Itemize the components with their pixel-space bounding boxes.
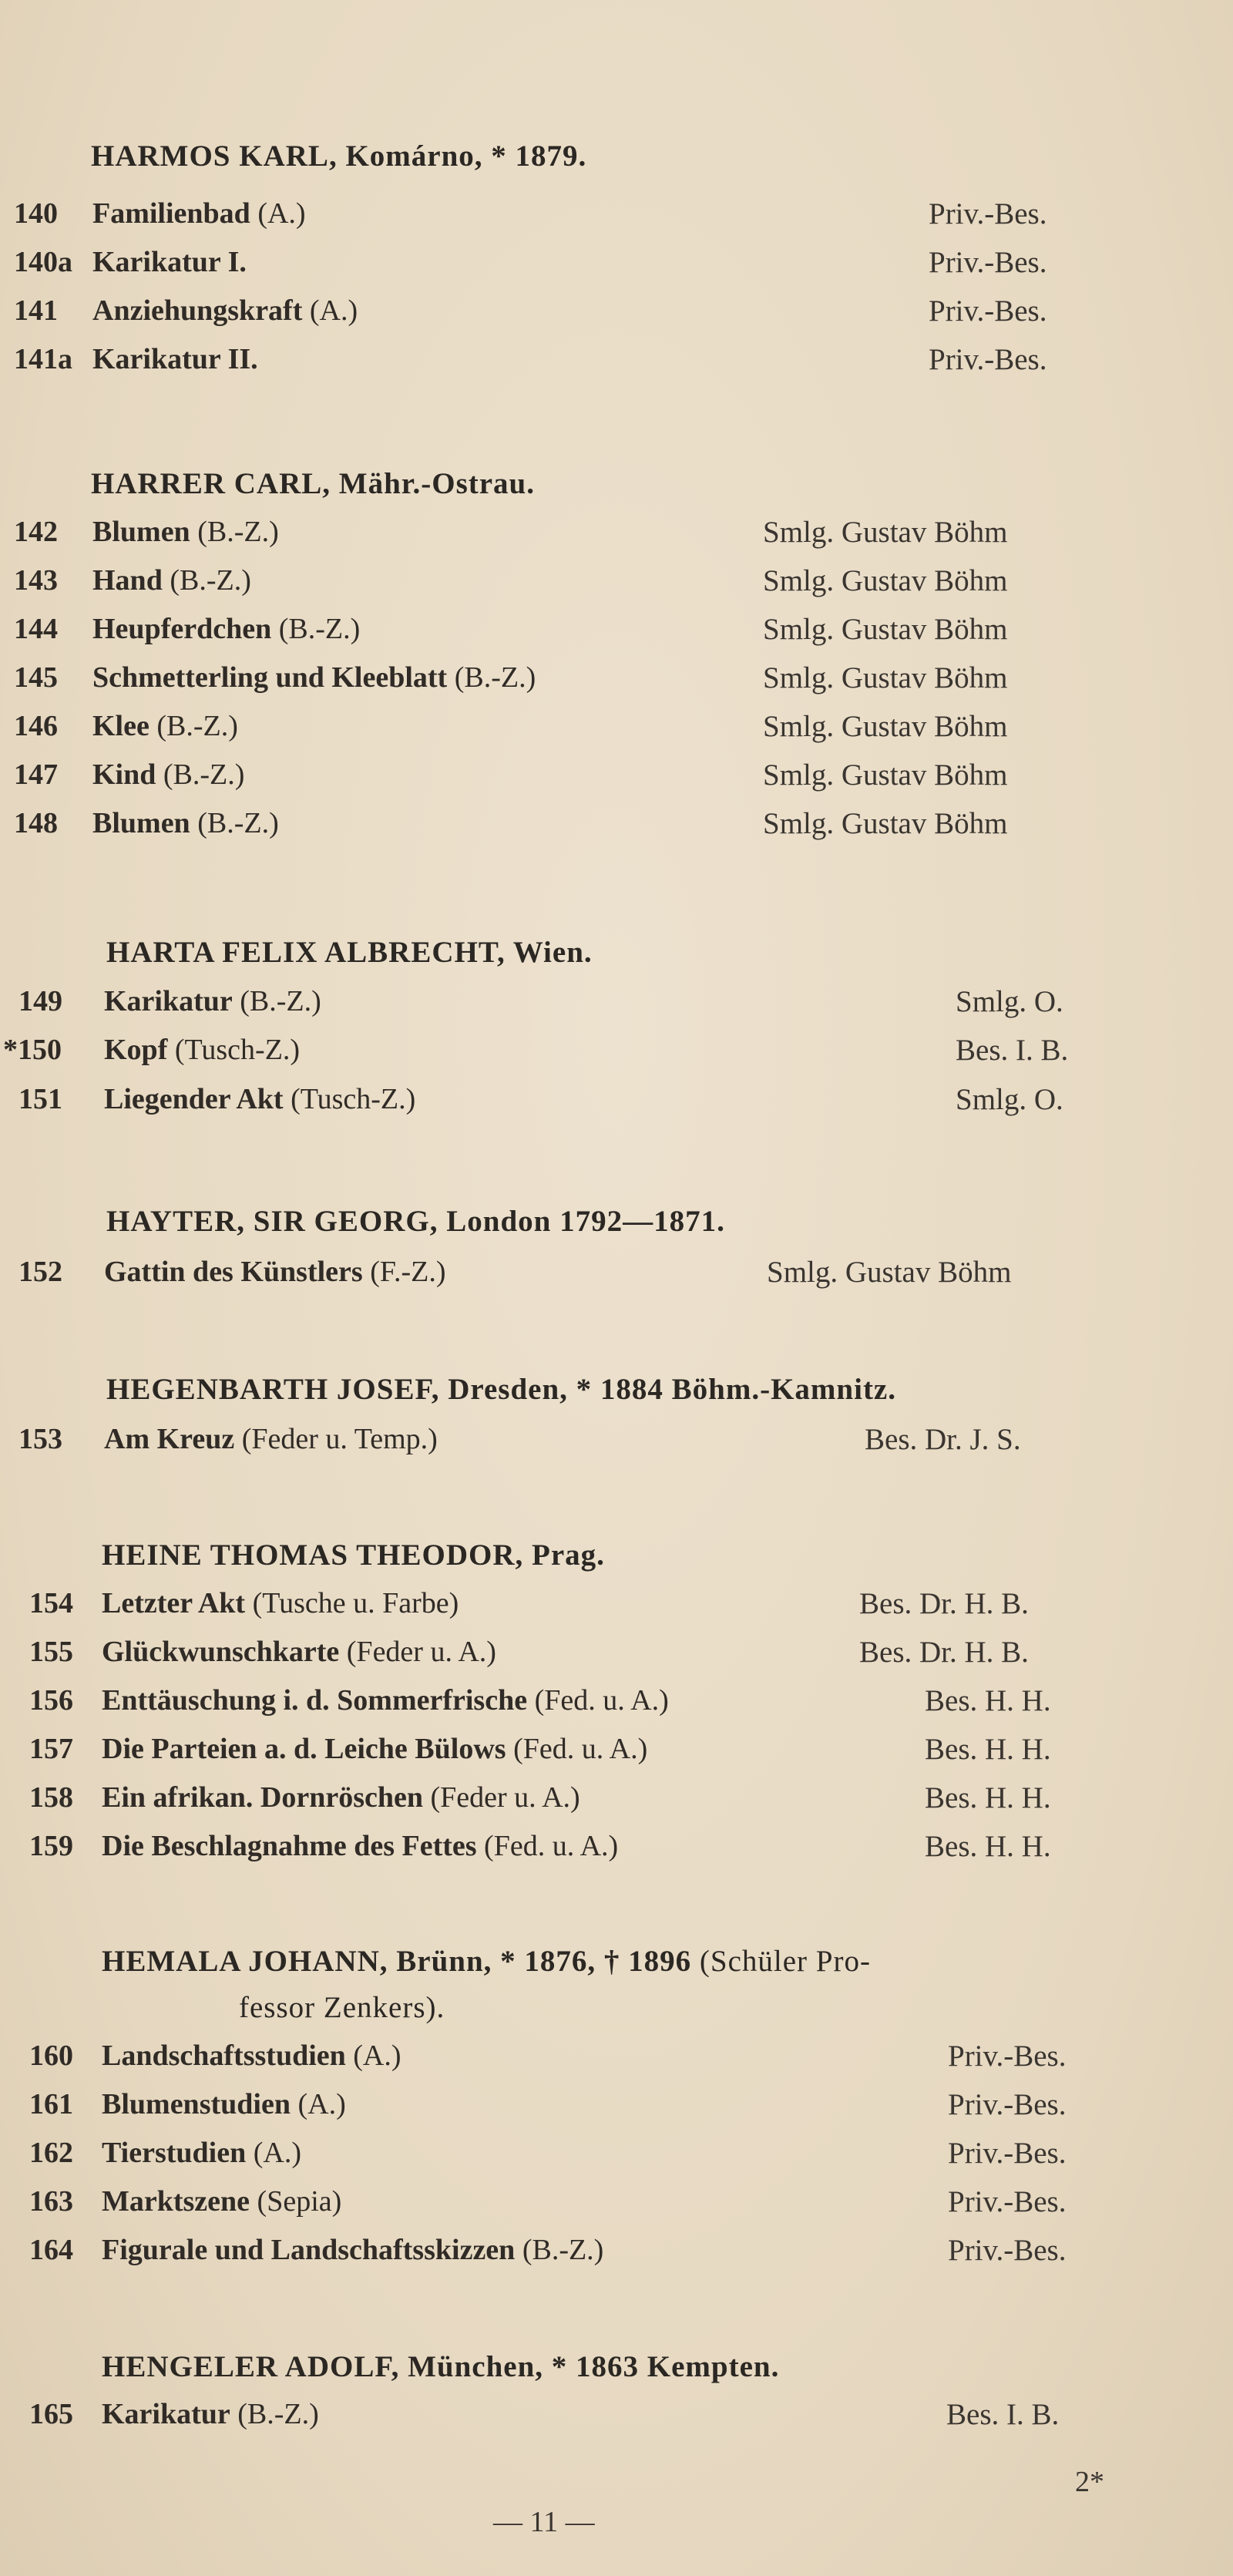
entry-number: 140a xyxy=(14,246,72,278)
entry-number: 142 xyxy=(14,516,58,548)
entry-technique: (A.) xyxy=(302,294,358,327)
entry-technique: (B.-Z.) xyxy=(156,758,245,791)
entry-title: Familienbad (A.) xyxy=(92,197,306,230)
entry-owner: Bes. Dr. J. S. xyxy=(865,1423,1021,1456)
entry-technique: (A.) xyxy=(290,2088,346,2120)
artist-details: , Komárno, * 1879. xyxy=(328,140,587,173)
entry-title: Blumen (B.-Z.) xyxy=(92,807,279,839)
entry-title: Heupferdchen (B.-Z.) xyxy=(92,613,361,645)
entry-number: 156 xyxy=(29,1684,73,1717)
entry-owner: Smlg. Gustav Böhm xyxy=(763,661,1008,694)
entry-title: Figurale und Landschaftsskizzen (B.-Z.) xyxy=(102,2234,604,2266)
entry-technique: (B.-Z.) xyxy=(271,613,361,645)
entry-title: Blumenstudien (A.) xyxy=(102,2088,346,2120)
catalog-entry xyxy=(0,1635,1233,1681)
catalog-entry xyxy=(0,758,1233,804)
entry-owner: Priv.-Bes. xyxy=(948,2040,1067,2073)
entry-owner: Bes. Dr. H. B. xyxy=(859,1587,1029,1620)
artist-heading xyxy=(102,1538,605,1572)
artist-name: HEMALA JOHANN xyxy=(102,1945,380,1978)
entry-technique: (Fed. u. A.) xyxy=(527,1684,669,1717)
entry-technique: (Tusch-Z.) xyxy=(283,1083,416,1115)
entry-owner: Bes. H. H. xyxy=(925,1781,1051,1814)
catalog-entry xyxy=(0,1255,1233,1301)
catalog-entry xyxy=(0,1781,1233,1827)
entry-title: Karikatur (B.-Z.) xyxy=(104,985,321,1017)
entry-number: 140 xyxy=(14,197,58,230)
entry-technique: (A.) xyxy=(250,197,306,230)
entry-title: Karikatur II. xyxy=(92,343,258,375)
entry-title: Glückwunschkarte (Feder u. A.) xyxy=(102,1636,496,1668)
entry-owner: Priv.-Bes. xyxy=(948,2185,1067,2218)
entry-number: 154 xyxy=(29,1587,73,1619)
entry-number: 158 xyxy=(29,1781,73,1814)
artist-name: HARTA FELIX ALBRECHT xyxy=(106,936,497,969)
entry-technique: (B.-Z.) xyxy=(232,985,321,1017)
artist-heading xyxy=(91,139,586,173)
entry-title: Anziehungskraft (A.) xyxy=(92,294,358,327)
entry-number: 147 xyxy=(14,758,58,791)
entry-number: 148 xyxy=(14,807,58,839)
entry-number: 143 xyxy=(14,564,58,597)
entry-technique: (Tusch-Z.) xyxy=(167,1034,301,1066)
catalog-entry xyxy=(0,2397,1233,2443)
entry-number: 149 xyxy=(18,985,62,1017)
entry-number: 141 xyxy=(14,294,58,327)
entry-title: Ein afrikan. Dornröschen (Feder u. A.) xyxy=(102,1781,580,1814)
entry-technique: (B.-Z.) xyxy=(162,564,251,597)
catalog-entry xyxy=(0,2233,1233,2279)
artist-heading xyxy=(102,2349,779,2384)
entry-owner: Bes. H. H. xyxy=(925,1684,1051,1717)
catalog-entry xyxy=(0,984,1233,1031)
artist-details: , London 1792—1871. xyxy=(429,1205,725,1238)
entry-owner: Smlg. O. xyxy=(956,985,1063,1018)
artist-details: , Dresden, * 1884 Böhm.-Kamnitz. xyxy=(431,1373,896,1406)
entry-title: Landschaftsstudien (A.) xyxy=(102,2040,401,2072)
entry-technique: (Fed. u. A.) xyxy=(506,1733,648,1765)
entry-owner: Smlg. O. xyxy=(956,1083,1063,1116)
entry-owner: Bes. H. H. xyxy=(925,1830,1051,1863)
catalog-entry xyxy=(0,1033,1233,1079)
catalog-entry xyxy=(0,1586,1233,1633)
catalog-entry xyxy=(0,2087,1233,2134)
entry-number: 152 xyxy=(18,1256,62,1288)
entry-title: Blumen (B.-Z.) xyxy=(92,516,279,548)
entry-title: Die Parteien a. d. Leiche Bülows (Fed. u. A.) xyxy=(102,1733,648,1765)
entry-owner: Smlg. Gustav Böhm xyxy=(763,613,1008,646)
entry-number: 164 xyxy=(29,2234,73,2266)
entry-number: 145 xyxy=(14,661,58,694)
entry-title: Marktszene (Sepia) xyxy=(102,2185,342,2218)
entry-technique: (Feder u. A.) xyxy=(339,1636,496,1668)
catalog-entry xyxy=(0,661,1233,707)
catalog-entry xyxy=(0,1683,1233,1730)
catalog-entry xyxy=(0,1829,1233,1875)
entry-number: 155 xyxy=(29,1636,73,1668)
entry-number: 161 xyxy=(29,2088,73,2120)
entry-number: 144 xyxy=(14,613,58,645)
entry-owner: Priv.-Bes. xyxy=(929,294,1047,328)
entry-title: Letzter Akt (Tusche u. Farbe) xyxy=(102,1587,459,1619)
entry-owner: Smlg. Gustav Böhm xyxy=(763,807,1008,840)
entry-number: 162 xyxy=(29,2137,73,2169)
artist-name: HEINE THOMAS THEODOR xyxy=(102,1539,516,1572)
entry-owner: Bes. H. H. xyxy=(925,1733,1051,1766)
entry-technique: (Sepia) xyxy=(250,2185,342,2218)
artist-name: HARMOS KARL xyxy=(91,140,329,173)
entry-title: Enttäuschung i. d. Sommerfrische (Fed. u. A.) xyxy=(102,1684,669,1717)
entry-number: 165 xyxy=(29,2398,73,2430)
entry-owner: Priv.-Bes. xyxy=(929,343,1047,376)
entry-owner: Priv.-Bes. xyxy=(948,2088,1067,2121)
entry-owner: Priv.-Bes. xyxy=(948,2234,1067,2267)
entry-owner: Bes. Dr. H. B. xyxy=(859,1636,1029,1669)
artist-name: HEGENBARTH JOSEF xyxy=(106,1373,432,1406)
entry-title: Tierstudien (A.) xyxy=(102,2137,301,2169)
entry-owner: Smlg. Gustav Böhm xyxy=(763,710,1008,743)
artist-heading xyxy=(91,466,535,501)
entry-owner: Bes. I. B. xyxy=(946,2398,1060,2431)
artist-note: (Schüler Pro- xyxy=(691,1945,871,1978)
entry-title: Die Beschlagnahme des Fettes (Fed. u. A.) xyxy=(102,1830,619,1862)
artist-heading xyxy=(102,1944,871,1979)
entry-technique: (B.-Z.) xyxy=(447,661,536,694)
entry-technique: (Feder u. A.) xyxy=(422,1781,580,1814)
entry-technique: (Feder u. Temp.) xyxy=(234,1423,438,1455)
entry-owner: Priv.-Bes. xyxy=(929,246,1047,279)
artist-name: HENGELER ADOLF xyxy=(102,2350,391,2383)
entry-number: *150 xyxy=(3,1034,62,1066)
entry-number: 151 xyxy=(18,1083,62,1115)
catalog-entry xyxy=(0,563,1233,610)
artist-details: , Mähr.-Ostrau. xyxy=(322,467,535,500)
entry-number: 163 xyxy=(29,2185,73,2218)
entry-number: 141a xyxy=(14,343,72,375)
entry-owner: Smlg. Gustav Böhm xyxy=(767,1256,1012,1289)
entry-technique: (B.-Z.) xyxy=(190,807,279,839)
entry-title: Karikatur I. xyxy=(92,246,247,278)
entry-number: 159 xyxy=(29,1830,73,1862)
entry-technique: (Tusche u. Farbe) xyxy=(245,1587,459,1619)
entry-owner: Smlg. Gustav Böhm xyxy=(763,758,1008,792)
catalog-entry xyxy=(0,2184,1233,2231)
entry-title: Am Kreuz (Feder u. Temp.) xyxy=(104,1423,438,1455)
entry-technique: (B.-Z.) xyxy=(190,516,279,548)
entry-number: 153 xyxy=(18,1423,62,1455)
artist-heading xyxy=(106,1372,896,1407)
entry-title: Liegender Akt (Tusch-Z.) xyxy=(104,1083,416,1115)
catalog-entry xyxy=(0,1422,1233,1468)
entry-technique: (A.) xyxy=(246,2137,301,2169)
entry-technique: (Fed. u. A.) xyxy=(476,1830,619,1862)
entry-title: Klee (B.-Z.) xyxy=(92,710,238,742)
artist-details: , Brünn, * 1876, † 1896 xyxy=(379,1945,692,1978)
entry-number: 160 xyxy=(29,2040,73,2072)
artist-heading-continuation: fessor Zenkers). xyxy=(239,1991,445,2024)
entry-technique: (A.) xyxy=(345,2040,401,2072)
entry-technique: (B.-Z.) xyxy=(230,2398,319,2430)
artist-name: HARRER CARL xyxy=(91,467,323,500)
entry-technique: (F.-Z.) xyxy=(362,1256,446,1288)
entry-owner: Bes. I. B. xyxy=(956,1034,1069,1067)
entry-number: 157 xyxy=(29,1733,73,1765)
artist-heading xyxy=(106,1204,725,1239)
catalog-entry xyxy=(0,612,1233,658)
catalog-entry xyxy=(0,515,1233,561)
catalog-entry xyxy=(0,197,1233,243)
signature-mark: 2* xyxy=(1075,2466,1104,2498)
page-number: — 11 — xyxy=(493,2506,595,2538)
artist-name: HAYTER, SIR GEORG xyxy=(106,1205,430,1238)
entry-technique: (B.-Z.) xyxy=(515,2234,604,2266)
catalog-entry xyxy=(0,1732,1233,1778)
artist-details: , München, * 1863 Kempten. xyxy=(391,2350,780,2383)
artist-details: , Prag. xyxy=(515,1539,605,1572)
entry-title: Karikatur (B.-Z.) xyxy=(102,2398,319,2430)
entry-number: 146 xyxy=(14,710,58,742)
catalog-entry xyxy=(0,2039,1233,2085)
artist-heading xyxy=(106,935,593,970)
entry-title: Gattin des Künstlers (F.-Z.) xyxy=(104,1256,446,1288)
catalog-entry xyxy=(0,709,1233,755)
entry-title: Hand (B.-Z.) xyxy=(92,564,251,597)
catalog-entry xyxy=(0,1082,1233,1128)
catalog-entry xyxy=(0,294,1233,340)
entry-owner: Smlg. Gustav Böhm xyxy=(763,516,1008,549)
entry-technique: (B.-Z.) xyxy=(149,710,238,742)
entry-owner: Priv.-Bes. xyxy=(948,2137,1067,2170)
entry-owner: Priv.-Bes. xyxy=(929,197,1047,230)
catalog-entry xyxy=(0,245,1233,291)
entry-owner: Smlg. Gustav Böhm xyxy=(763,564,1008,597)
catalog-entry xyxy=(0,806,1233,853)
catalog-entry xyxy=(0,2136,1233,2182)
artist-details: , Wien. xyxy=(496,936,593,969)
entry-title: Kopf (Tusch-Z.) xyxy=(104,1034,301,1066)
entry-title: Kind (B.-Z.) xyxy=(92,758,245,791)
catalog-entry xyxy=(0,342,1233,388)
entry-title: Schmetterling und Kleeblatt (B.-Z.) xyxy=(92,661,536,694)
